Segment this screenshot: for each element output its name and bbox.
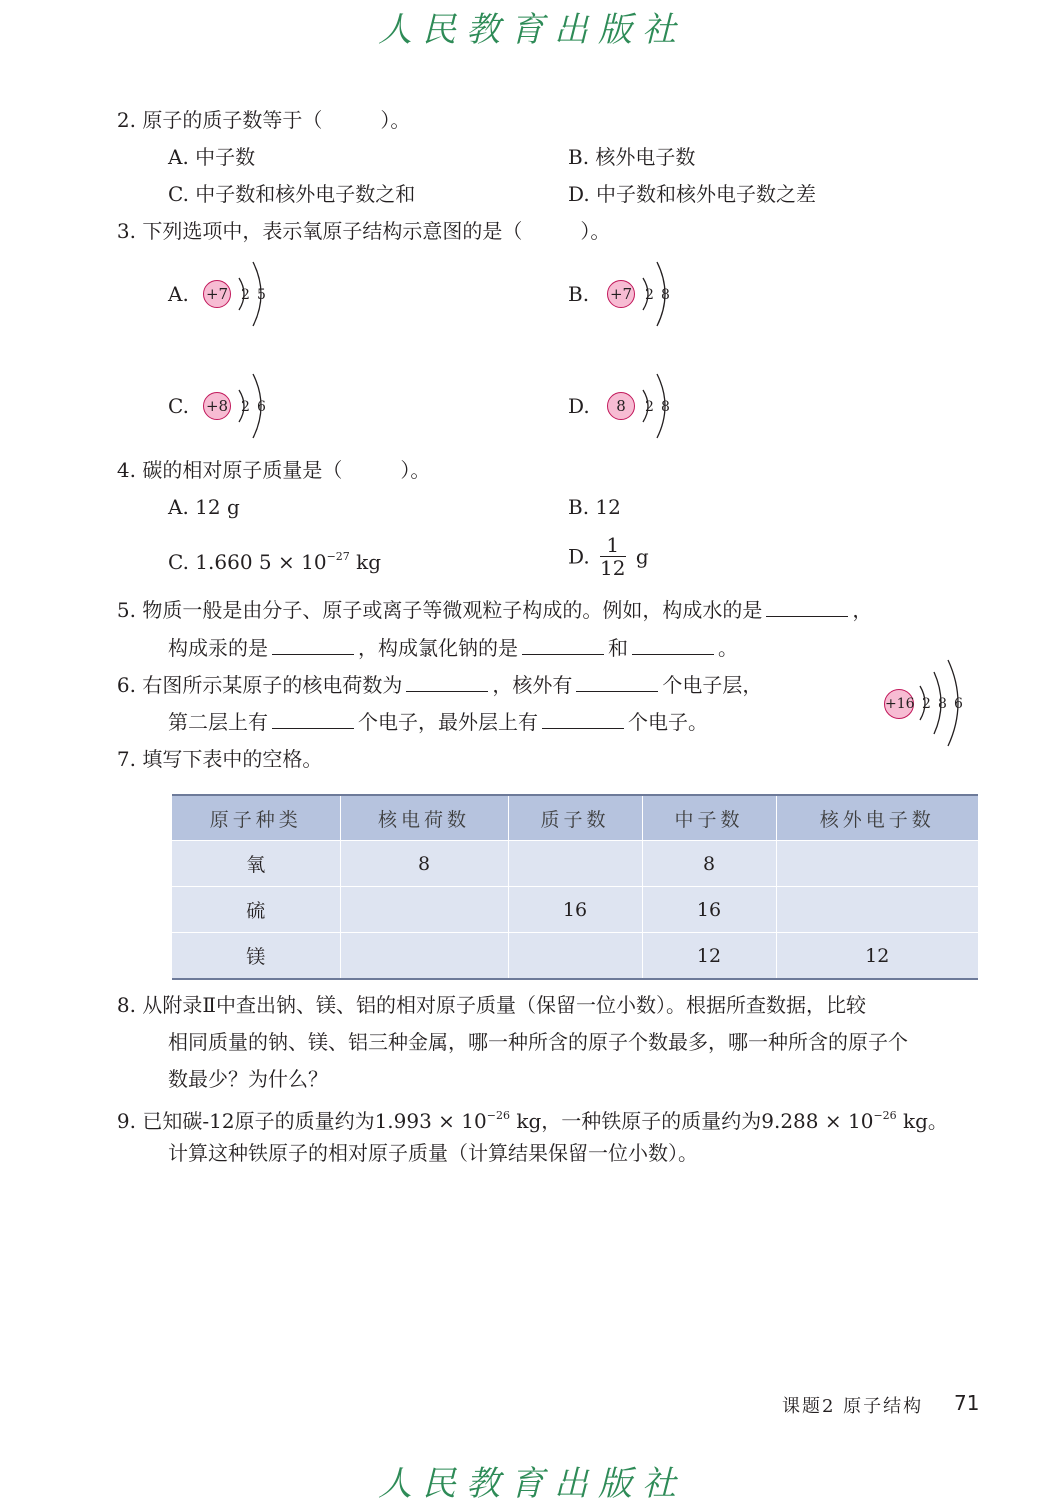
table-cell: 16 bbox=[508, 887, 642, 933]
question-6-line-1: 6. 右图所示某原子的核电荷数为 ，核外有 个电子层， bbox=[106, 671, 762, 699]
fraction: $\frac{1}{12}$ bbox=[600, 533, 626, 580]
question-8-line-1: 8. 从附录Ⅱ中查出钠、镁、铝的相对原子质量（保留一位小数）。根据所查数据，比较 bbox=[106, 991, 866, 1019]
table-header-cell: 原子种类 bbox=[172, 795, 340, 841]
electron-shells bbox=[203, 258, 283, 330]
atom-diagram-c bbox=[203, 370, 283, 442]
question-number: 3. bbox=[116, 219, 136, 243]
table-cell: 氧 bbox=[172, 841, 340, 887]
shell-2-count: 6 bbox=[257, 399, 266, 415]
shell-3-count: 6 bbox=[954, 696, 963, 712]
table-header-cell: 质子数 bbox=[508, 795, 642, 841]
answer-blank[interactable] bbox=[406, 673, 488, 692]
nucleus: +7 bbox=[607, 280, 635, 308]
table-cell[interactable] bbox=[776, 841, 978, 887]
q2-option-b: B. 核外电子数 bbox=[568, 145, 696, 169]
nucleus: 8 bbox=[607, 392, 635, 420]
shell-2-count: 8 bbox=[938, 696, 947, 712]
question-8-line-2: 相同质量的钠、镁、铝三种金属，哪一种所含的原子个数最多，哪一种所含的原子个 bbox=[168, 1030, 908, 1054]
question-5-line-1: 5. 物质一般是由分子、原子或离子等微观粒子构成的。例如，构成水的是 ， bbox=[106, 596, 872, 624]
shell-2-count: 8 bbox=[661, 287, 670, 303]
shell-1-count: 2 bbox=[241, 287, 250, 303]
table-cell: 16 bbox=[642, 887, 776, 933]
question-text: 碳的相对原子质量是（ bbox=[142, 458, 343, 482]
question-number: 4. bbox=[116, 458, 136, 482]
shell-2-count: 8 bbox=[661, 399, 670, 415]
q3-option-b-label: B. bbox=[568, 282, 590, 306]
electron-shells bbox=[203, 370, 283, 442]
question-number: 2. bbox=[116, 108, 136, 132]
question-9-line-1: 9. 已知碳-12原子的质量约为$1.993 \times 10^{-26}$ kg，一种铁原子的质量约为$9.288 \times 10^{-26}$ kg。 bbox=[106, 1102, 948, 1135]
table-cell: 12 bbox=[642, 933, 776, 980]
question-number: 7. bbox=[116, 747, 136, 771]
answer-blank[interactable] bbox=[522, 636, 604, 655]
question-3-stem: 3. 下列选项中，表示氧原子结构示意图的是（ ）。 bbox=[106, 217, 610, 245]
answer-blank[interactable] bbox=[542, 710, 624, 729]
shell-1-count: 2 bbox=[645, 287, 654, 303]
question-6-line-2: 第二层上有 个电子，最外层上有 个电子。 bbox=[168, 710, 708, 734]
question-9-line-2: 计算这种铁原子的相对原子质量（计算结果保留一位小数）。 bbox=[168, 1141, 698, 1165]
table-cell[interactable] bbox=[508, 841, 642, 887]
publisher-logo-top: 人民教育出版社 bbox=[378, 10, 686, 50]
answer-blank[interactable] bbox=[766, 598, 848, 617]
electron-shells bbox=[607, 370, 687, 442]
question-8-line-3: 数最少？为什么？ bbox=[168, 1067, 328, 1091]
q4-option-b: B. 12 bbox=[568, 495, 621, 519]
nucleus: +7 bbox=[203, 280, 231, 308]
table-cell: 8 bbox=[642, 841, 776, 887]
question-text: 下列选项中，表示氧原子结构示意图的是（ bbox=[142, 219, 523, 243]
shell-1-count: 2 bbox=[645, 399, 654, 415]
table-cell[interactable] bbox=[340, 887, 508, 933]
table-cell[interactable] bbox=[340, 933, 508, 980]
section-title: 课题2 原子结构 bbox=[782, 1396, 924, 1417]
table-row bbox=[172, 841, 978, 887]
nucleus: +8 bbox=[203, 392, 231, 420]
question-number: 6. bbox=[116, 673, 136, 697]
table-cell[interactable] bbox=[776, 887, 978, 933]
atom-diagram-d bbox=[607, 370, 687, 442]
electron-shells bbox=[607, 258, 687, 330]
table-cell: 镁 bbox=[172, 933, 340, 980]
q3-option-c-label: C. bbox=[168, 394, 189, 418]
question-number: 9. bbox=[116, 1109, 136, 1133]
q3-option-a-label: A. bbox=[168, 282, 189, 306]
table-header-cell: 中子数 bbox=[642, 795, 776, 841]
table-cell: 硫 bbox=[172, 887, 340, 933]
question-text: 原子的质子数等于（ bbox=[142, 108, 323, 132]
atom-table bbox=[172, 794, 978, 980]
answer-blank[interactable] bbox=[576, 673, 658, 692]
table-cell: 12 bbox=[776, 933, 978, 980]
question-2-stem: 2. 原子的质子数等于（ ）。 bbox=[106, 106, 410, 134]
question-4-stem: 4. 碳的相对原子质量是（ ）。 bbox=[106, 456, 430, 484]
page-number: 71 bbox=[954, 1391, 980, 1415]
nucleus: +16 bbox=[884, 689, 914, 719]
publisher-logo-bottom: 人民教育出版社 bbox=[378, 1464, 686, 1504]
q2-option-a: A. 中子数 bbox=[168, 145, 256, 169]
answer-blank[interactable] bbox=[272, 636, 354, 655]
answer-blank[interactable] bbox=[272, 710, 354, 729]
table-header-cell: 核外电子数 bbox=[776, 795, 978, 841]
atom-diagram-a bbox=[203, 258, 283, 330]
q2-option-d: D. 中子数和核外电子数之差 bbox=[568, 182, 817, 206]
table-header-cell: 核电荷数 bbox=[340, 795, 508, 841]
electron-shells bbox=[884, 656, 984, 750]
table-header-row bbox=[172, 795, 978, 841]
answer-blank[interactable] bbox=[632, 636, 714, 655]
table-row bbox=[172, 887, 978, 933]
question-7-stem: 7. 填写下表中的空格。 bbox=[106, 745, 322, 773]
question-5-line-2: 构成汞的是 ，构成氯化钠的是 和 。 bbox=[168, 636, 738, 660]
q4-option-a: A. 12 g bbox=[168, 495, 240, 519]
question-number: 5. bbox=[116, 598, 136, 622]
q4-option-d: D. $\frac{1}{12}$ g bbox=[568, 533, 649, 580]
table-row bbox=[172, 933, 978, 980]
shell-1-count: 2 bbox=[922, 696, 931, 712]
shell-1-count: 2 bbox=[241, 399, 250, 415]
atom-diagram-q6 bbox=[884, 656, 984, 750]
atom-diagram-b bbox=[607, 258, 687, 330]
q4-option-c: C. 1.660 $5 \times 10^{-27}$ kg bbox=[168, 550, 382, 574]
q2-option-c: C. 中子数和核外电子数之和 bbox=[168, 182, 416, 206]
question-number: 8. bbox=[116, 993, 136, 1017]
table-cell[interactable] bbox=[508, 933, 642, 980]
shell-2-count: 5 bbox=[257, 287, 266, 303]
q3-option-d-label: D. bbox=[568, 394, 590, 418]
table-cell: 8 bbox=[340, 841, 508, 887]
